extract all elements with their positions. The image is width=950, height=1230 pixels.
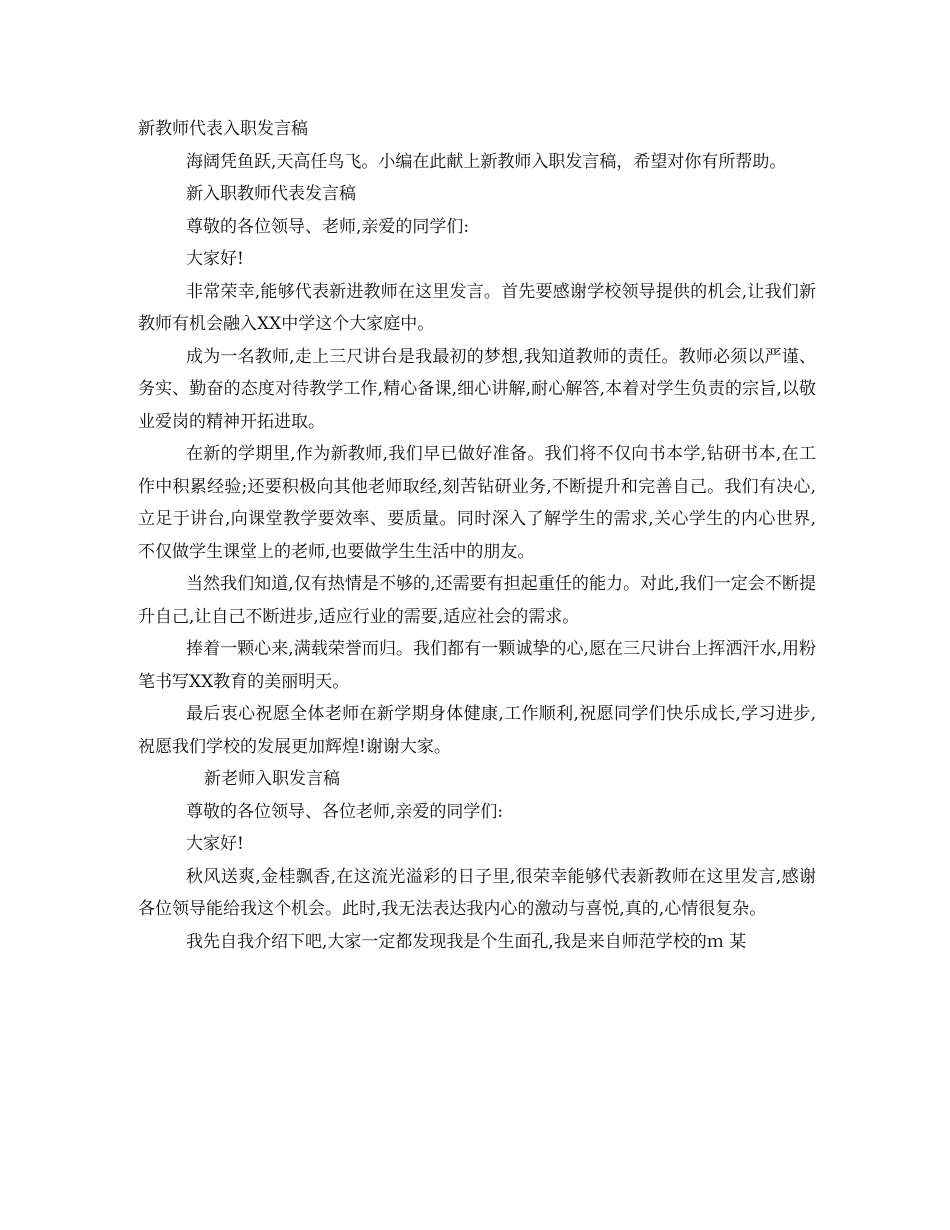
intro-paragraph: 海阔凭鱼跃,天高任鸟飞。小编在此献上新教师入职发言稿，希望对你有所帮助。 <box>186 151 787 172</box>
speech1-paragraph: 成为一名教师,走上三尺讲台是我最初的梦想,我知道教师的责任。教师必须以严谨、务实、勤奋的态度对待教学工作,精心备课,细心讲解,耐心解答,本着对学生负责的宗旨,以敬业爱岗的精神开拓进取。 <box>138 346 816 432</box>
speech1-salutation: 尊敬的各位领导、老师,亲爱的同学们: <box>186 216 470 237</box>
speech2-salutation: 尊敬的各位领导、各位老师,亲爱的同学们: <box>186 801 504 822</box>
speech2-heading: 新老师入职发言稿 <box>204 769 340 789</box>
speech1-paragraph: 捧着一颗心来,满载荣誉而归。我们都有一颗诚挚的心,愿在三尺讲台上挥洒汗水,用粉笔书写XX教育的美丽明天。 <box>138 639 816 692</box>
speech1-paragraph: 在新的学期里,作为新教师,我们早已做好准备。我们将不仅向书本学,钻研书本,在工作中积累经验;还要积极向其他老师取经,刻苦钻研业务,不断提升和完善自己。我们有决心,立足于讲台,向课堂教学要效率、要质量。同时深入了解学生的需求,关心学生的内心世界,不仅做学生课堂上的老师,也要做学生生活中的朋友。 <box>138 444 816 562</box>
speech1-greeting: 大家好! <box>186 249 244 269</box>
document-page <box>138 113 816 958</box>
speech2-paragraph: 我先自我介绍下吧,大家一定都发现我是个生面孔,我是来自师范学校的ｍ 某 <box>186 931 747 952</box>
speech2-paragraph: 秋风送爽,金桂飘香,在这流光溢彩的日子里,很荣幸能够代表新教师在这里发言,感谢各位领导能给我这个机会。此时,我无法表达我内心的激动与喜悦,真的,心情很复杂。 <box>138 866 816 919</box>
document-title: 新教师代表入职发言稿 <box>138 119 308 139</box>
speech1-paragraph: 最后衷心祝愿全体老师在新学期身体健康,工作顺利,祝愿同学们快乐成长,学习进步,祝愿我们学校的发展更加辉煌!谢谢大家。 <box>138 704 816 757</box>
speech1-paragraph: 当然我们知道,仅有热情是不够的,还需要有担起重任的能力。对此,我们一定会不断提升自己,让自己不断进步,适应行业的需要,适应社会的需求。 <box>138 574 816 627</box>
speech1-heading: 新入职教师代表发言稿 <box>186 184 356 204</box>
speech1-paragraph: 非常荣幸,能够代表新进教师在这里发言。首先要感谢学校领导提供的机会,让我们新教师有机会融入XX中学这个大家庭中。 <box>138 281 816 334</box>
speech2-greeting: 大家好! <box>186 834 244 854</box>
